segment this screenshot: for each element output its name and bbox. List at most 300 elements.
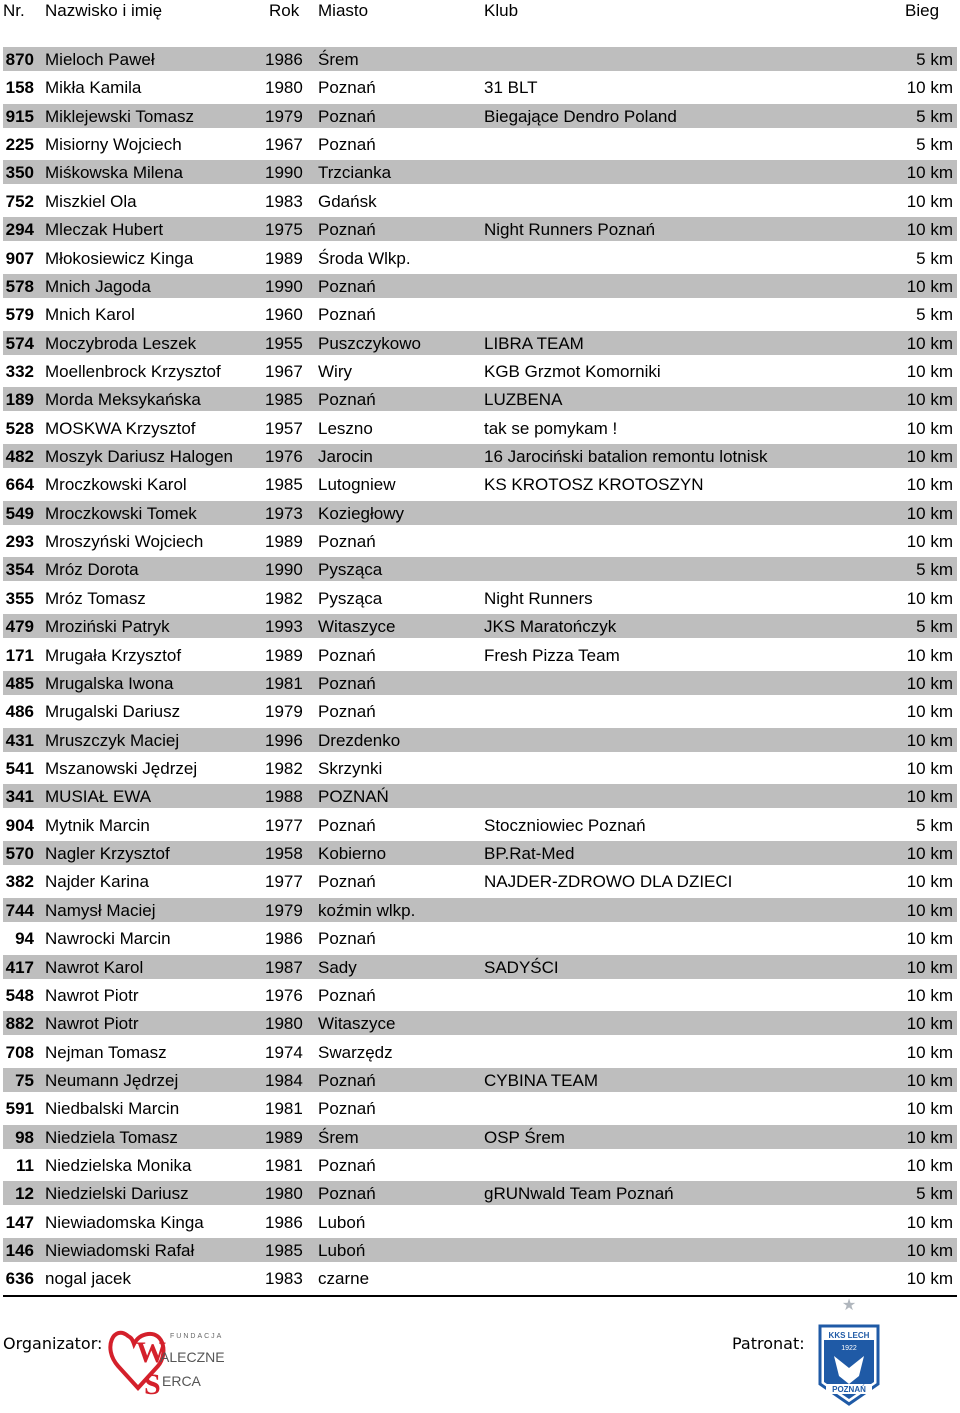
row-number: 75 xyxy=(15,1070,34,1090)
row-club: KS KROTOSZ KROTOSZYN xyxy=(484,475,704,495)
row-number: 482 xyxy=(5,447,34,467)
row-run: 10 km xyxy=(906,503,953,523)
row-club: OSP Śrem xyxy=(484,1127,565,1147)
star-icon: ★ xyxy=(841,1295,857,1314)
row-club: 31 BLT xyxy=(484,78,538,98)
row-number: 225 xyxy=(5,135,34,155)
row-club: 16 Jarociński batalion remontu lotnisk xyxy=(484,447,768,467)
row-club: gRUNwald Team Poznań xyxy=(484,1184,674,1204)
row-year: 1955 xyxy=(265,333,303,353)
row-run: 5 km xyxy=(916,248,953,268)
row-club: Night Runners xyxy=(484,588,593,608)
row-run: 10 km xyxy=(906,447,953,467)
table-row xyxy=(0,1236,960,1264)
row-number: 94 xyxy=(15,929,34,949)
row-city: Poznań xyxy=(318,532,376,552)
row-city: Śrem xyxy=(318,1127,359,1147)
row-number: 98 xyxy=(15,1127,34,1147)
row-name: Niedbalski Marcin xyxy=(45,1099,180,1119)
row-name: Mrugała Krzysztof xyxy=(45,645,182,665)
row-name: Niewiadomska Kinga xyxy=(45,1212,204,1232)
row-year: 1982 xyxy=(265,588,303,608)
row-number: 882 xyxy=(5,1014,34,1034)
row-run: 10 km xyxy=(906,758,953,778)
row-year: 1976 xyxy=(265,447,303,467)
logo-year-text: 1922 xyxy=(841,1345,857,1352)
row-run: 10 km xyxy=(906,900,953,920)
row-city: Puszczykowo xyxy=(318,333,421,353)
row-year: 1980 xyxy=(265,1184,303,1204)
row-run: 10 km xyxy=(906,163,953,183)
row-city: Poznań xyxy=(318,390,376,410)
row-run: 10 km xyxy=(906,645,953,665)
row-background xyxy=(3,557,957,581)
table-row xyxy=(0,470,960,498)
row-name: Nagler Krzysztof xyxy=(45,844,170,864)
row-run: 10 km xyxy=(906,929,953,949)
row-run: 10 km xyxy=(906,1014,953,1034)
row-name: Moszyk Dariusz Halogen xyxy=(45,447,234,467)
row-city: Poznań xyxy=(318,1099,376,1119)
row-name: Niedzielski Dariusz xyxy=(45,1184,189,1204)
row-name: Mrugalski Dariusz xyxy=(45,702,181,722)
row-city: Poznań xyxy=(318,929,376,949)
row-city: Śrem xyxy=(318,50,359,69)
row-number: 744 xyxy=(5,900,34,920)
row-year: 1977 xyxy=(265,815,303,835)
row-club: JKS Maratończyk xyxy=(484,617,617,637)
row-number: 11 xyxy=(16,1156,34,1176)
row-name: Nawrot Karol xyxy=(45,957,144,977)
row-city: Pysząca xyxy=(318,560,383,580)
table-row xyxy=(0,385,960,413)
row-number: 578 xyxy=(5,276,34,296)
row-name: MUSIAŁ EWA xyxy=(45,787,152,807)
row-year: 1975 xyxy=(265,220,303,240)
row-name: Moczybroda Leszek xyxy=(45,333,197,353)
row-background xyxy=(3,955,957,979)
header-run: Bieg xyxy=(905,1,940,20)
table-row xyxy=(0,442,960,470)
row-name: Mroczkowski Karol xyxy=(45,475,187,495)
table-row xyxy=(0,158,960,186)
table-row xyxy=(0,329,960,357)
row-year: 1989 xyxy=(265,532,303,552)
row-run: 5 km xyxy=(916,617,953,637)
row-number: 189 xyxy=(5,390,34,410)
row-city: Gdańsk xyxy=(318,191,377,211)
table-row xyxy=(0,726,960,754)
table-row xyxy=(0,215,960,243)
table-row xyxy=(0,697,960,725)
row-year: 1986 xyxy=(265,1212,303,1232)
table-row xyxy=(0,1094,960,1122)
row-year: 1981 xyxy=(265,1156,303,1176)
row-run: 10 km xyxy=(906,673,953,693)
logo-letter-w: W xyxy=(136,1336,166,1369)
row-number: 171 xyxy=(5,645,34,665)
table-row xyxy=(0,584,960,612)
row-number: 382 xyxy=(5,872,34,892)
logo-fundacja-text: FUNDACJA xyxy=(170,1333,224,1340)
table-row xyxy=(0,45,960,73)
row-run: 10 km xyxy=(906,475,953,495)
row-run: 5 km xyxy=(916,815,953,835)
row-name: Niedziela Tomasz xyxy=(45,1127,178,1147)
row-number: 158 xyxy=(5,78,34,98)
row-number: 146 xyxy=(5,1241,34,1261)
row-club: Biegające Dendro Poland xyxy=(484,106,677,126)
row-run: 10 km xyxy=(906,702,953,722)
row-run: 10 km xyxy=(906,1099,953,1119)
row-year: 1960 xyxy=(265,305,303,325)
row-number: 528 xyxy=(5,418,34,438)
row-run: 10 km xyxy=(906,361,953,381)
row-number: 636 xyxy=(5,1269,34,1289)
row-run: 10 km xyxy=(906,191,953,211)
row-year: 1982 xyxy=(265,758,303,778)
table-row xyxy=(0,839,960,867)
row-city: koźmin wlkp. xyxy=(318,900,416,920)
header-city: Miasto xyxy=(318,1,369,20)
waleczne-serca-logo xyxy=(108,1326,225,1402)
row-year: 1989 xyxy=(265,248,303,268)
row-year: 1986 xyxy=(265,929,303,949)
row-number: 485 xyxy=(5,673,34,693)
row-number: 431 xyxy=(5,730,34,750)
row-number: 574 xyxy=(5,333,34,353)
row-name: Mnich Jagoda xyxy=(45,276,151,296)
table-row xyxy=(0,1208,960,1236)
row-number: 570 xyxy=(5,844,34,864)
row-run: 5 km xyxy=(916,560,953,580)
row-year: 1985 xyxy=(265,475,303,495)
table-row xyxy=(0,272,960,300)
row-name: Mytnik Marcin xyxy=(45,815,150,835)
row-number: 355 xyxy=(5,588,34,608)
row-run: 10 km xyxy=(906,1127,953,1147)
row-name: Miklejewski Tomasz xyxy=(45,106,194,126)
row-club: BP.Rat-Med xyxy=(484,844,575,864)
row-city: Poznań xyxy=(318,815,376,835)
row-name: Najder Karina xyxy=(45,872,149,892)
row-city: Jarocin xyxy=(318,447,373,467)
table-row xyxy=(0,1009,960,1037)
row-year: 1989 xyxy=(265,1127,303,1147)
row-name: Namysł Maciej xyxy=(45,900,156,920)
table-row xyxy=(0,300,960,328)
row-year: 1979 xyxy=(265,106,303,126)
row-club: Night Runners Poznań xyxy=(484,220,656,240)
logo-waleczne-text: ALECZNE xyxy=(160,1349,225,1365)
row-city: Witaszyce xyxy=(318,617,396,637)
row-background xyxy=(3,586,957,610)
row-year: 1996 xyxy=(265,730,303,750)
table-row xyxy=(0,555,960,583)
row-name: Mrugalska Iwona xyxy=(45,673,174,693)
row-background xyxy=(3,1266,957,1290)
table-row xyxy=(0,102,960,130)
row-city: Środa Wlkp. xyxy=(318,248,411,268)
row-city: Poznań xyxy=(318,872,376,892)
header-year: Rok xyxy=(269,1,300,20)
row-year: 1979 xyxy=(265,900,303,920)
results-table xyxy=(0,45,960,1293)
row-year: 1973 xyxy=(265,503,303,523)
table-row xyxy=(0,782,960,810)
row-run: 10 km xyxy=(906,418,953,438)
table-row xyxy=(0,414,960,442)
row-year: 1983 xyxy=(265,1269,303,1289)
table-row xyxy=(0,1151,960,1179)
row-number: 350 xyxy=(5,163,34,183)
row-number: 417 xyxy=(5,957,34,977)
row-name: Młokosiewicz Kinga xyxy=(45,248,194,268)
row-city: Leszno xyxy=(318,418,373,438)
row-name: Mroziński Patryk xyxy=(45,617,170,637)
row-city: Poznań xyxy=(318,985,376,1005)
row-year: 1990 xyxy=(265,163,303,183)
row-year: 1984 xyxy=(265,1070,303,1090)
row-club: Stoczniowiec Poznań xyxy=(484,815,646,835)
row-club: LIBRA TEAM xyxy=(484,333,584,353)
table-row xyxy=(0,669,960,697)
row-city: Kobierno xyxy=(318,844,387,864)
row-run: 10 km xyxy=(906,333,953,353)
row-name: Mnich Karol xyxy=(45,305,135,325)
row-background xyxy=(3,302,957,326)
table-row xyxy=(0,811,960,839)
row-name: Misiorny Wojciech xyxy=(45,135,182,155)
row-year: 1981 xyxy=(265,1099,303,1119)
row-city: Poznań xyxy=(318,1156,376,1176)
row-number: 591 xyxy=(5,1099,34,1119)
row-name: Mszanowski Jędrzej xyxy=(45,758,198,778)
row-city: Swarzędz xyxy=(318,1042,393,1062)
row-year: 1987 xyxy=(265,957,303,977)
row-name: Nawrot Piotr xyxy=(45,985,139,1005)
kks-lech-logo xyxy=(812,1296,886,1408)
row-year: 1976 xyxy=(265,985,303,1005)
row-name: Miszkiel Ola xyxy=(45,191,137,211)
row-run: 10 km xyxy=(906,390,953,410)
row-city: Poznań xyxy=(318,1070,376,1090)
row-number: 293 xyxy=(5,532,34,552)
row-name: Nawrot Piotr xyxy=(45,1014,139,1034)
row-club: SADYŚCI xyxy=(484,957,559,977)
row-year: 1985 xyxy=(265,390,303,410)
table-row xyxy=(0,953,960,981)
row-city: Trzcianka xyxy=(318,163,392,183)
row-name: Niewiadomski Rafał xyxy=(45,1241,195,1261)
row-city: Poznań xyxy=(318,135,376,155)
row-run: 10 km xyxy=(906,78,953,98)
table-row xyxy=(0,73,960,101)
row-number: 548 xyxy=(5,985,34,1005)
row-name: Mikła Kamila xyxy=(45,78,142,98)
row-city: Skrzynki xyxy=(318,758,383,778)
row-name: Mroczkowski Tomek xyxy=(45,503,197,523)
row-run: 10 km xyxy=(906,1042,953,1062)
footer xyxy=(0,1290,960,1413)
row-name: Moellenbrock Krzysztof xyxy=(45,361,221,381)
row-run: 10 km xyxy=(906,532,953,552)
row-city: Poznań xyxy=(318,276,376,296)
row-year: 1990 xyxy=(265,276,303,296)
logo-kks-lech-text: KKS LECH xyxy=(828,1331,870,1340)
row-year: 1990 xyxy=(265,560,303,580)
row-name: Niedzielska Monika xyxy=(45,1156,192,1176)
row-year: 1980 xyxy=(265,1014,303,1034)
row-number: 664 xyxy=(5,475,34,495)
header-nr: Nr. xyxy=(3,1,25,20)
row-year: 1957 xyxy=(265,418,303,438)
row-name: Mruszczyk Maciej xyxy=(45,730,180,750)
row-year: 1967 xyxy=(265,361,303,381)
table-row xyxy=(0,1179,960,1207)
row-year: 1986 xyxy=(265,50,303,69)
row-run: 10 km xyxy=(906,957,953,977)
row-run: 10 km xyxy=(906,1269,953,1289)
row-year: 1967 xyxy=(265,135,303,155)
row-run: 10 km xyxy=(906,1212,953,1232)
row-number: 752 xyxy=(5,191,34,211)
row-city: Poznań xyxy=(318,220,376,240)
row-city: Poznań xyxy=(318,78,376,98)
row-number: 479 xyxy=(5,617,34,637)
row-club: tak se pomykam ! xyxy=(484,418,618,438)
row-city: Luboń xyxy=(318,1212,366,1232)
row-year: 1988 xyxy=(265,787,303,807)
row-city: Poznań xyxy=(318,305,376,325)
row-number: 147 xyxy=(5,1212,34,1232)
header-name: Nazwisko i imię xyxy=(45,1,163,20)
row-name: Nawrocki Marcin xyxy=(45,929,171,949)
row-year: 1958 xyxy=(265,844,303,864)
row-number: 12 xyxy=(15,1184,34,1204)
row-city: Poznań xyxy=(318,673,376,693)
row-club: NAJDER-ZDROWO DLA DZIECI xyxy=(484,872,733,892)
table-row xyxy=(0,187,960,215)
row-run: 10 km xyxy=(906,1070,953,1090)
logo-letter-s: S xyxy=(144,1368,161,1401)
row-city: Poznań xyxy=(318,645,376,665)
row-city: Sady xyxy=(318,957,357,977)
row-city: Poznań xyxy=(318,1184,376,1204)
row-run: 5 km xyxy=(916,305,953,325)
row-name: Mróz Tomasz xyxy=(45,588,146,608)
row-city: Drezdenko xyxy=(318,730,401,750)
table-row xyxy=(0,612,960,640)
row-run: 10 km xyxy=(906,588,953,608)
row-name: MOSKWA Krzysztof xyxy=(45,418,196,438)
row-run: 10 km xyxy=(906,787,953,807)
row-number: 541 xyxy=(5,758,34,778)
table-row xyxy=(0,244,960,272)
row-run: 5 km xyxy=(916,1184,953,1204)
table-row xyxy=(0,1123,960,1151)
row-city: czarne xyxy=(318,1269,370,1289)
row-city: Witaszyce xyxy=(318,1014,396,1034)
row-run: 10 km xyxy=(906,220,953,240)
row-city: Koziegłowy xyxy=(318,503,404,523)
table-row xyxy=(0,1038,960,1066)
row-run: 10 km xyxy=(906,985,953,1005)
row-club: LUZBENA xyxy=(484,390,563,410)
row-run: 10 km xyxy=(906,872,953,892)
row-background xyxy=(3,1011,957,1035)
row-year: 1989 xyxy=(265,645,303,665)
row-number: 294 xyxy=(5,220,34,240)
table-row xyxy=(0,499,960,527)
table-row xyxy=(0,130,960,158)
row-run: 10 km xyxy=(906,1156,953,1176)
row-club: KGB Grzmot Komorniki xyxy=(484,361,661,381)
row-run: 5 km xyxy=(916,106,953,126)
row-number: 907 xyxy=(5,248,34,268)
row-name: Neumann Jędrzej xyxy=(45,1070,179,1090)
row-year: 1974 xyxy=(265,1042,303,1062)
row-city: POZNAŃ xyxy=(318,787,389,807)
row-run: 5 km xyxy=(916,135,953,155)
row-number: 708 xyxy=(5,1042,34,1062)
header-club: Klub xyxy=(484,1,519,20)
row-number: 870 xyxy=(5,50,34,69)
row-run: 10 km xyxy=(906,730,953,750)
row-year: 1993 xyxy=(265,617,303,637)
table-row xyxy=(0,357,960,385)
table-row xyxy=(0,896,960,924)
row-year: 1979 xyxy=(265,702,303,722)
row-run: 10 km xyxy=(906,276,953,296)
logo-poznan-text: POZNAŃ xyxy=(832,1385,866,1394)
row-city: Pysząca xyxy=(318,588,383,608)
table-row xyxy=(0,981,960,1009)
row-name: Morda Meksykańska xyxy=(45,390,201,410)
row-name: Mroszyński Wojciech xyxy=(45,532,204,552)
row-name: Mieloch Paweł xyxy=(45,50,155,69)
row-run: 5 km xyxy=(916,50,953,69)
table-row xyxy=(0,867,960,895)
logo-serca-text: ERCA xyxy=(162,1373,201,1389)
table-row xyxy=(0,527,960,555)
row-name: Miśkowska Milena xyxy=(45,163,183,183)
table-row xyxy=(0,924,960,952)
row-background xyxy=(3,75,957,99)
row-number: 579 xyxy=(5,305,34,325)
row-year: 1980 xyxy=(265,78,303,98)
table-row xyxy=(0,641,960,669)
organizer-label: Organizator: xyxy=(3,1334,103,1353)
row-year: 1983 xyxy=(265,191,303,211)
row-club: CYBINA TEAM xyxy=(484,1070,598,1090)
row-year: 1985 xyxy=(265,1241,303,1261)
row-number: 915 xyxy=(5,106,34,126)
row-number: 549 xyxy=(5,503,34,523)
table-row xyxy=(0,1066,960,1094)
row-number: 354 xyxy=(5,560,34,580)
row-city: Poznań xyxy=(318,106,376,126)
row-background xyxy=(3,189,957,213)
row-city: Luboń xyxy=(318,1241,366,1261)
table-header xyxy=(0,0,960,24)
row-city: Wiry xyxy=(318,361,352,381)
row-city: Lutogniew xyxy=(318,475,396,495)
row-number: 904 xyxy=(5,815,34,835)
row-year: 1981 xyxy=(265,673,303,693)
row-number: 341 xyxy=(5,787,34,807)
patron-label: Patronat: xyxy=(732,1334,805,1353)
